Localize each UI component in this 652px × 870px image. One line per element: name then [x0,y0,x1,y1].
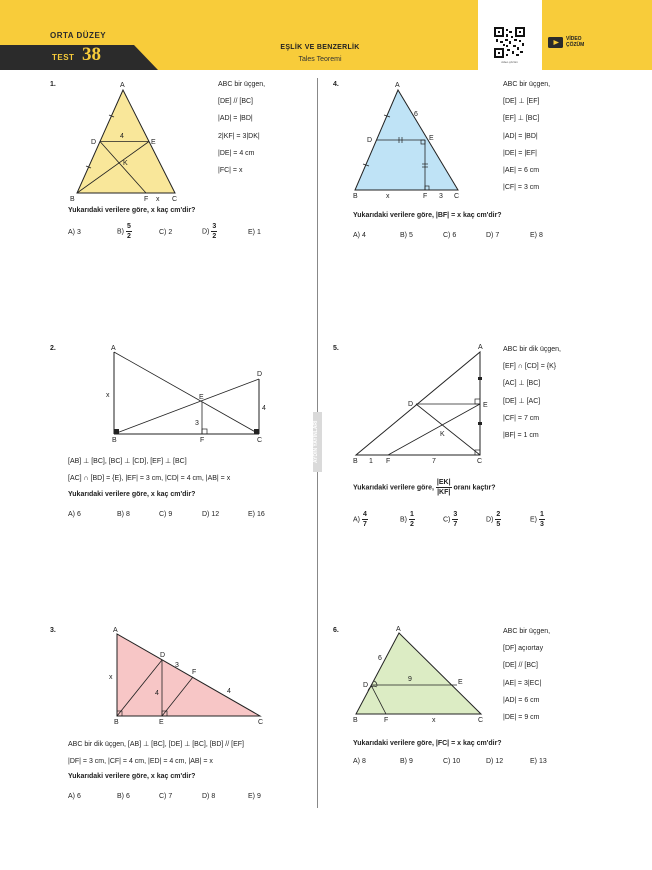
q6-given-line: [DE] // [BC] [503,662,539,670]
q3-label-b: B [114,719,119,726]
option-letter: B) [400,516,407,524]
q5-given-line: |CF| = 7 cm [503,414,540,422]
q4-label-d: D [367,137,373,144]
q5-segment-ef [388,404,480,455]
q5-option-b[interactable] [400,510,415,529]
q5-option-c[interactable] [443,510,458,529]
fraction-denominator: 7 [363,521,367,528]
q5-figure [350,342,500,466]
option-letter: E) [248,793,255,800]
q1-label-b: B [70,196,75,203]
option-fraction [539,510,545,529]
question-number: 6. [333,627,339,634]
option-value: 13 [538,758,547,765]
q1-label-x: x [156,196,160,203]
option-letter: B) [117,228,124,236]
q2-option-c[interactable] [159,511,172,518]
option-fraction [409,510,415,529]
q1-label-f: F [144,196,149,203]
q4-option-e[interactable] [530,232,543,239]
option-letter: A) [68,511,75,518]
q4-label-ae: 6 [414,111,418,118]
option-letter: A) [68,793,75,800]
q5-ratio-fraction [436,478,452,497]
q1-label-c: C [172,196,178,203]
fraction-numerator: 1 [540,511,544,518]
q4-given-line: |CF| = 3 cm [503,184,540,192]
qr-caption: video çözüm [501,60,518,64]
option-letter: E) [248,229,255,236]
option-letter: D) [202,511,210,518]
option-value: 9 [256,793,261,800]
q2-label-a: A [111,345,116,352]
option-letter: D) [486,758,494,765]
q3-figure [100,625,275,729]
option-letter: B) [400,758,407,765]
q5-question-text [353,478,496,497]
q5-option-e[interactable] [530,510,545,529]
option-value: 16 [256,511,265,518]
q1-given-line: |DE| = 4 cm [218,149,255,157]
option-letter: A) [353,758,360,765]
video-play-icon[interactable] [548,37,563,48]
option-value: 9 [408,758,413,765]
q2-right-angle-f [202,429,207,434]
q4-label-cf: 3 [439,193,443,200]
fraction-numerator: 2 [496,511,501,518]
option-letter: C) [159,511,167,518]
q4-label-e: E [429,135,434,142]
option-value: 5 [408,232,413,239]
q6-label-e: E [458,679,463,686]
q6-given-line: |DE| = 9 cm [503,714,540,722]
qr-code-icon[interactable] [494,27,525,58]
q6-label-c: C [478,717,484,724]
q4-given-list [503,76,550,196]
fraction-numerator: 3 [212,223,217,230]
q4-option-b[interactable] [400,232,413,239]
q1-label-e: E [151,139,156,146]
option-letter: C) [159,229,167,236]
q3-label-df: 3 [175,662,179,669]
fraction-denominator: 2 [410,521,414,528]
q3-label-a: A [113,627,118,634]
q2-label-e: E [199,394,204,401]
video-label-line2: ÇÖZÜM [566,42,585,48]
topic-subtitle: Tales Teoremi [298,56,342,63]
q5-label-k: K [440,431,445,438]
option-letter: C) [159,793,167,800]
q1-option-c[interactable] [159,229,172,236]
q6-label-f: F [384,717,389,724]
q1-question-text: Yukarıdaki verilere göre, x kaç cm'dir? [68,207,196,214]
q1-given-line: [DE] // [BC] [218,98,254,106]
fraction-denominator: 7 [453,521,458,528]
option-letter: D) [486,516,494,524]
option-fraction [452,510,458,529]
question-number: 5. [333,345,339,352]
q4-given-line: [EF] ⊥ [BC] [503,115,540,123]
q4-figure [350,80,480,204]
q4-given-line: |AD| = |BD| [503,132,538,140]
q5-given-line: [AC] ⊥ [BC] [503,380,541,388]
q3-option-c[interactable] [159,793,172,800]
option-value: 8 [361,758,366,765]
q1-option-d[interactable] [202,222,217,241]
option-letter: E) [530,516,537,524]
test-word: TEST [52,53,75,62]
option-letter: B) [117,511,124,518]
q6-label-d: D [363,682,369,689]
q6-label-a: A [396,626,401,633]
q4-given-line: |AE| = 6 cm [503,167,540,175]
video-solution-label[interactable] [566,36,584,48]
q5-option-d[interactable] [486,510,501,529]
q4-label-x: x [386,193,390,200]
q4-label-b: B [353,193,358,200]
q2-question-text: Yukarıdaki verilere göre, x kaç cm'dir? [68,491,196,498]
q6-given-line: |AE| = 3|EC| [503,679,542,687]
q2-label-c: C [257,437,263,444]
side-stamp-text: AYDIN YAYINLARI [313,420,319,464]
q1-label-k: K [123,160,128,167]
q6-option-a[interactable] [353,758,366,765]
q6-label-de: 9 [408,676,412,683]
q1-given-line: |FC| = x [218,167,243,175]
option-letter: E) [530,232,537,239]
fraction-denominator: |KF| [437,489,451,496]
q4-given-line: |DE| = |EF| [503,149,537,157]
q4-option-c[interactable] [443,232,456,239]
test-number: 38 [82,44,101,65]
q6-label-ad: 6 [378,655,382,662]
q4-given-line: ABC bir üçgen, [503,81,551,88]
q6-label-b: B [353,717,358,724]
q5-given-line: |BF| = 1 cm [503,432,539,440]
q2-label-x: x [106,392,110,399]
q2-label-b: B [112,437,117,444]
q3-label-cf: 4 [227,688,231,695]
option-letter: D) [202,793,210,800]
fraction-numerator: |EK| [436,479,451,486]
option-letter: B) [117,793,124,800]
option-value: 2 [168,229,173,236]
q2-option-a[interactable] [68,511,81,518]
q2-given-line1: [AB] ⊥ [BC], [BC] ⊥ [CD], [EF] ⊥ [BC] [68,458,187,465]
option-fraction [211,222,217,241]
q2-given-line2: [AC] ∩ [BD] = {E}, |EF| = 3 cm, |CD| = 4 cm, |AB| = x [68,475,231,482]
q2-right-angle-c [254,429,259,434]
q5-label-c: C [477,458,483,465]
q4-option-a[interactable] [353,232,366,239]
q5-label-a: A [478,344,483,351]
q2-option-e[interactable] [248,511,265,518]
option-letter: D) [202,228,210,236]
option-value: 8 [538,232,543,239]
topic-title: EŞLİK VE BENZERLİK [280,44,360,51]
q5-right-angle-e [475,399,480,404]
q1-label-a: A [120,82,125,89]
q5-given-line: [DE] ⊥ [AC] [503,397,541,405]
q5-question-post: oranı kaçtır? [453,484,496,492]
q1-given-list [218,76,265,179]
q6-given-line: ABC bir üçgen, [503,628,551,635]
q4-label-f: F [423,193,428,200]
option-value: 8 [211,793,216,800]
option-value: 7 [495,232,500,239]
q6-figure [350,624,490,728]
q2-label-f: F [200,437,205,444]
q6-question-text: Yukarıdaki verilere göre, |FC| = x kaç cm'dir? [353,740,502,747]
q3-option-d[interactable] [202,793,215,800]
q3-triangle [117,634,260,716]
q3-question-text: Yukarıdaki verilere göre, x kaç cm'dir? [68,773,196,780]
q4-label-a: A [395,82,400,89]
option-letter: A) [68,229,75,236]
q6-option-d[interactable] [486,758,503,765]
q6-triangle [356,633,481,714]
q5-given-list [503,341,561,444]
fraction-denominator: 2 [127,233,131,240]
q6-given-line: [DF] açıortay [503,645,544,653]
q1-figure [60,80,200,204]
option-letter: D) [486,232,494,239]
q5-label-e: E [483,402,488,409]
q5-label-f: F [386,458,391,465]
q3-label-ed: 4 [155,690,159,697]
option-value: 6 [76,511,81,518]
q5-tick-ae [478,377,482,380]
option-value: 6 [76,793,81,800]
fraction-denominator: 2 [212,233,217,240]
q1-option-b[interactable] [117,222,132,241]
option-fraction [126,222,132,241]
q3-label-f: F [192,669,197,676]
q5-segment-dc [416,404,480,455]
question-number: 3. [50,627,56,634]
q1-label-de: 4 [120,133,124,140]
fraction-numerator: 1 [410,511,414,518]
q1-given-line: 2|KF| = 3|DK| [218,132,260,140]
fraction-numerator: 4 [363,511,367,518]
q2-segment-bd [114,379,259,434]
q1-given-line: |AD| = |BD| [218,115,253,123]
q3-label-d: D [160,652,166,659]
q3-label-c: C [258,719,264,726]
q5-label-b: B [353,458,358,465]
q4-question-text: Yukarıdaki verilere göre, |BF| = x kaç cm'dir? [353,212,502,219]
fraction-denominator: 3 [540,521,544,528]
q2-label-cd: 4 [262,405,266,412]
q3-label-x: x [109,674,113,681]
q6-option-e[interactable] [530,758,547,765]
option-fraction [495,510,501,529]
q4-given-line: [DE] ⊥ [EF] [503,98,540,106]
q6-label-x: x [432,717,436,724]
q5-label-cf: 7 [432,458,436,465]
q1-option-e[interactable] [248,229,261,236]
q3-given-line2: |DF| = 3 cm, |CF| = 4 cm, |ED| = 4 cm, |AB| = x [68,758,213,765]
option-letter: E) [248,511,255,518]
test-tab [0,45,158,70]
q5-given-line: [EF] ∩ [CD] = {K} [503,363,557,371]
option-value: 4 [361,232,366,239]
question-number: 4. [333,81,339,88]
video-label-line1: VİDEO [566,36,582,42]
option-value: 12 [211,511,220,518]
option-letter: A) [353,232,360,239]
q3-option-e[interactable] [248,793,261,800]
q3-option-a[interactable] [68,793,81,800]
option-letter: C) [443,232,451,239]
q6-option-c[interactable] [443,758,460,765]
level-label: ORTA DÜZEY [50,31,107,40]
q3-label-e: E [159,719,164,726]
fraction-denominator: 5 [496,521,501,528]
fraction-numerator: 5 [127,223,131,230]
q2-label-ef: 3 [195,420,199,427]
q2-label-d: D [257,371,263,378]
q6-given-line: |AD| = 6 cm [503,696,540,704]
option-value: 6 [125,793,130,800]
q6-option-b[interactable] [400,758,413,765]
option-letter: B) [400,232,407,239]
q1-label-d: D [91,139,97,146]
q2-right-angle-b [114,429,119,434]
q5-tick-ec [478,422,482,425]
option-letter: C) [443,758,451,765]
option-value: 1 [256,229,261,236]
q2-option-b[interactable] [117,511,130,518]
q5-question-pre: Yukarıdaki verilere göre, [353,484,434,492]
option-letter: E) [530,758,537,765]
q1-option-a[interactable] [68,229,81,236]
q1-given-line: ABC bir üçgen, [218,81,266,88]
option-value: 6 [452,232,457,239]
q5-option-a[interactable] [353,510,368,529]
question-number: 1. [50,81,56,88]
q5-given-line: ABC bir dik üçgen, [503,346,561,353]
option-value: 10 [452,758,461,765]
q5-triangle [356,352,480,455]
q2-figure [100,343,280,447]
q5-label-bf: 1 [369,458,373,465]
fraction-numerator: 3 [453,511,458,518]
option-letter: C) [443,516,451,524]
option-fraction [362,510,368,529]
option-value: 3 [76,229,81,236]
option-value: 7 [168,793,173,800]
question-number: 2. [50,345,56,352]
q2-segment-ac [114,352,259,434]
q6-given-list [503,623,550,726]
q4-option-d[interactable] [486,232,499,239]
option-value: 8 [125,511,130,518]
q3-given-line1: ABC bir dik üçgen, [AB] ⊥ [BC], [DE] ⊥ [BC], [BD] // [EF] [68,741,244,748]
q2-option-d[interactable] [202,511,219,518]
option-value: 12 [495,758,504,765]
option-letter: A) [353,516,360,524]
q5-label-d: D [408,401,414,408]
q3-option-b[interactable] [117,793,130,800]
option-value: 9 [168,511,173,518]
q4-label-c: C [454,193,460,200]
